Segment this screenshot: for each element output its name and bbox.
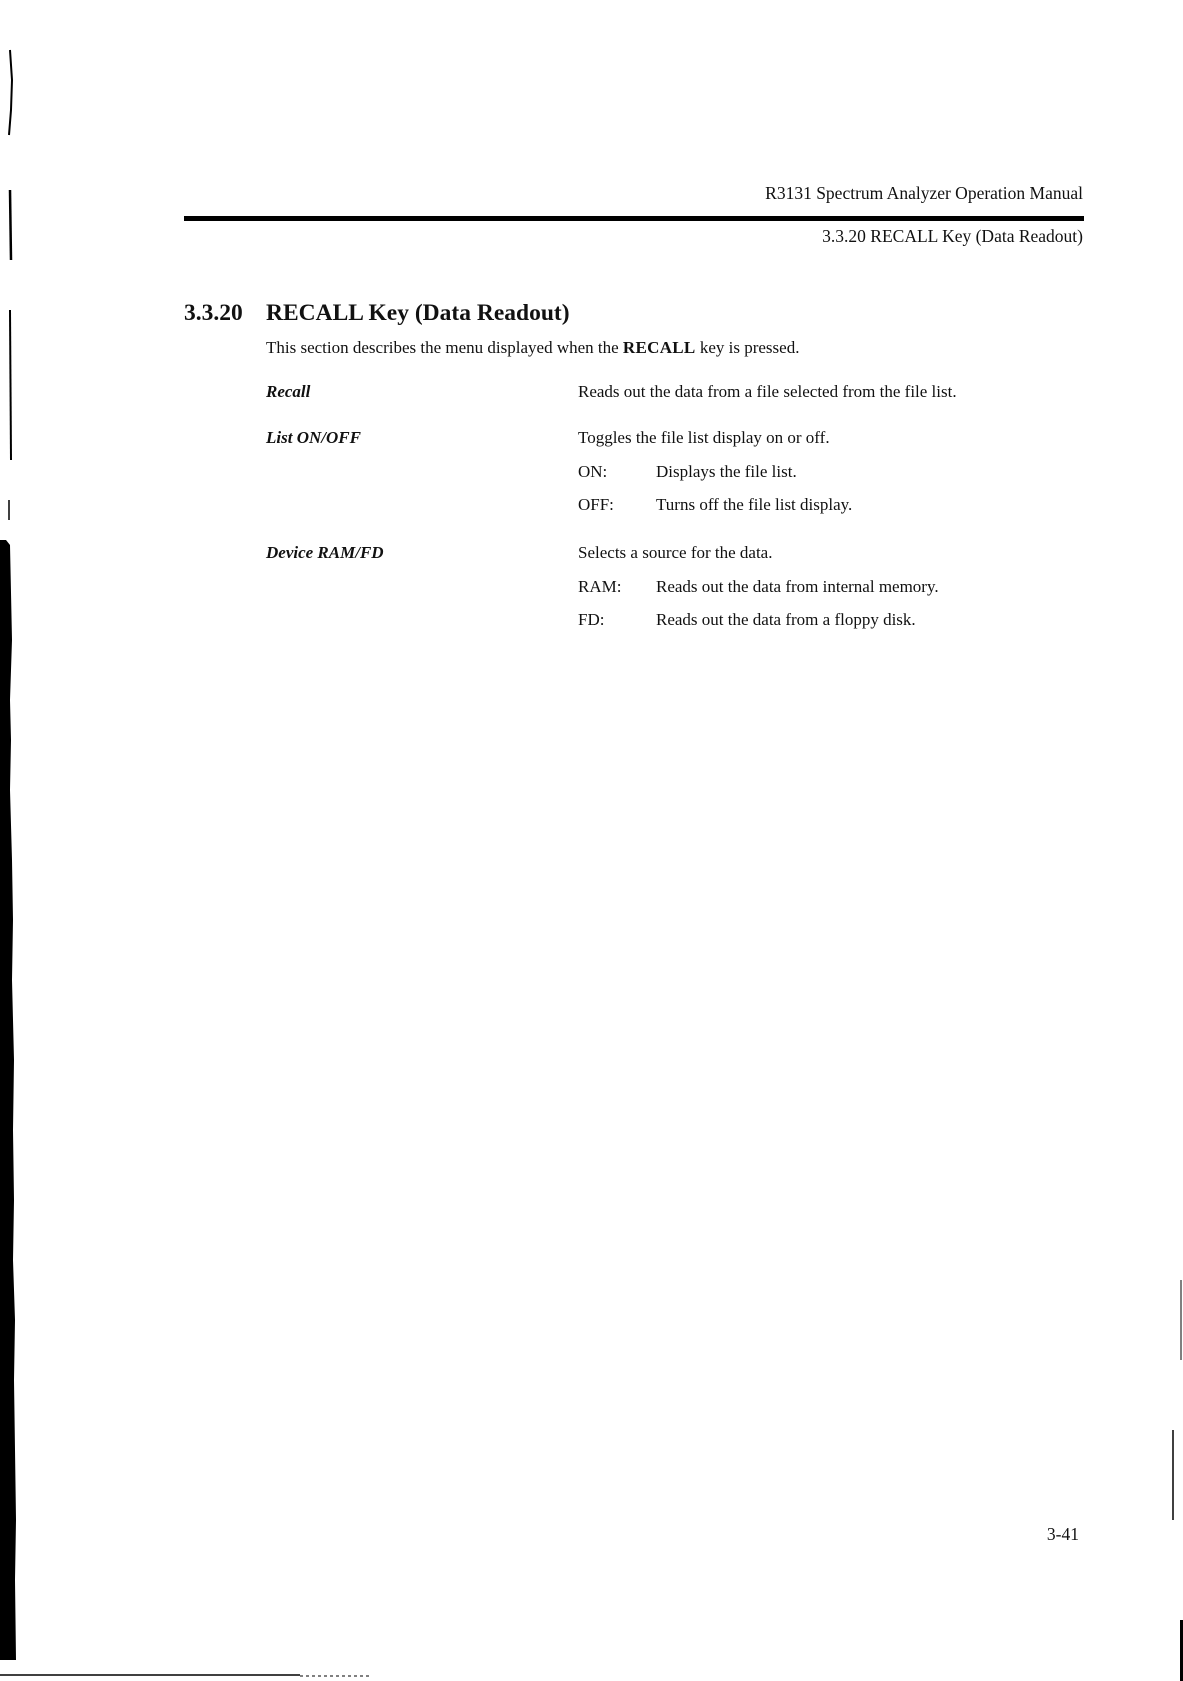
- intro-key-name: RECALL: [622, 338, 696, 357]
- header-rule: [184, 216, 1084, 221]
- section-intro: [266, 338, 799, 358]
- option-key-fd: FD:: [578, 610, 605, 629]
- scan-binding-edge-right: [1169, 0, 1183, 1681]
- running-header-section: 3.3.20 RECALL Key (Data Readout): [822, 226, 1083, 246]
- option-text-ram: Reads out the data from internal memory.: [656, 577, 939, 596]
- option-text-off: Turns off the file list display.: [656, 495, 853, 514]
- option-key-ram: RAM:: [578, 577, 622, 596]
- menu-desc-recall: Reads out the data from a file selected from the file list.: [578, 382, 957, 401]
- option-key-on: ON:: [578, 462, 608, 481]
- intro-text-before: This section describes the menu displayed when the: [266, 338, 623, 357]
- running-header-title: R3131 Spectrum Analyzer Operation Manual: [765, 183, 1083, 203]
- section-title: RECALL Key (Data Readout): [266, 300, 570, 326]
- page-number: 3-41: [1046, 1524, 1079, 1544]
- scan-bottom-edge: [0, 1669, 380, 1681]
- section-number: 3.3.20: [184, 300, 243, 326]
- menu-desc-list-on-off: Toggles the file list display on or off.: [578, 428, 830, 447]
- intro-text-after: key is pressed.: [695, 338, 800, 357]
- menu-term-recall: Recall: [266, 382, 311, 401]
- menu-term-list-on-off: List ON/OFF: [266, 428, 361, 447]
- option-text-on: Displays the file list.: [656, 462, 797, 481]
- section-heading: [184, 300, 570, 327]
- menu-term-device-ram-fd: Device RAM/FD: [266, 543, 384, 562]
- option-key-off: OFF:: [578, 495, 614, 514]
- menu-desc-device-ram-fd: Selects a source for the data.: [578, 543, 773, 562]
- scan-binding-edge-left: [0, 0, 18, 1681]
- option-text-fd: Reads out the data from a floppy disk.: [656, 610, 916, 629]
